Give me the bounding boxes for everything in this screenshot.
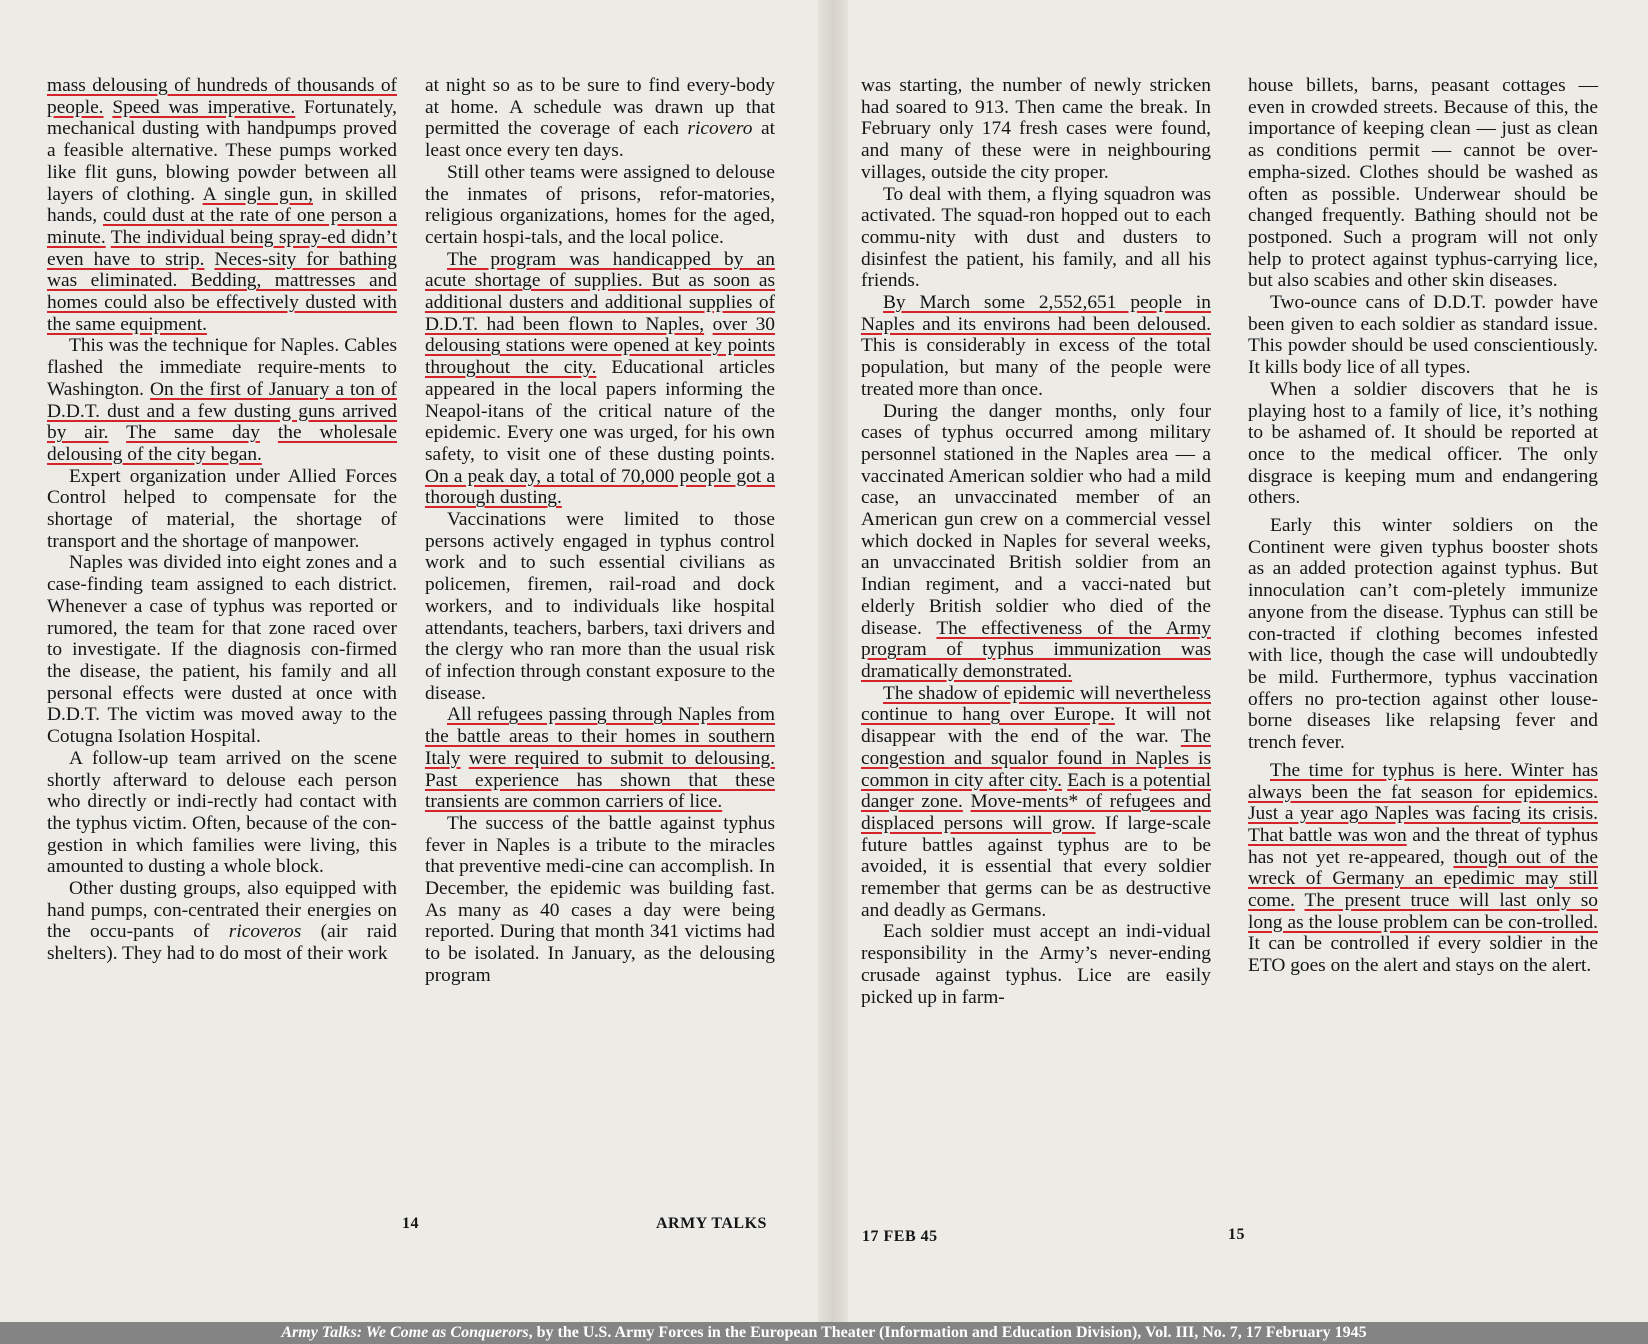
paragraph <box>425 813 775 987</box>
paragraph <box>1248 760 1598 977</box>
paragraph <box>425 75 775 162</box>
underlined-passage: The congestion and squalor found in Naples is common in city after city. <box>861 726 1211 791</box>
text-run: Early this winter soldiers on the Continent were given typhus booster shots as an added protection against typhus. But innoculation can’t com-pletely immunize anyone from the disease. Typhus can still be con-tracted if clothing becomes infested with lice, though the case will undoubtedly be mild. Furthermore, typhus vaccination offers no pro-tection against other louse-borne diseases like relapsing fever and trench fever. <box>1248 515 1598 754</box>
text-run: Still other teams were assigned to delouse the inmates of prisons, refor-matories, religious organizations, homes for the aged, certain hospi-tals, and the local police. <box>425 161 775 248</box>
text-run: The success of the battle against typhus fever in Naples is a tribute to the miracles that preventive medi-cine can accomplish. In December, the epidemic was building fast. As many as 40 cases a day were being reported. During that month 341 victims had to be isolated. In January, as the delousing program <box>425 812 775 986</box>
text-run: Fortunately, mechanical dusting with handpumps proved a feasible alternative. These pumps worked like flit guns, blowing powder between all layers of clothing. <box>47 96 397 205</box>
paragraph <box>861 184 1211 293</box>
text-run: If large-scale future battles against typhus are to be avoided, it is essential that every soldier remember that germs can be as destructive and deadly as Germans. <box>861 812 1211 921</box>
underlined-passage: The present truce will last only so long as the louse problem can be con-trolled. <box>1248 890 1598 933</box>
column-3 <box>861 75 1211 1008</box>
column-4 <box>1248 75 1598 977</box>
text-run: During the danger months, only four cases of typhus occurred among military personnel stationed in the Naples area — a vaccinated American soldier who had a mild case, an unvaccinated member of an American gun crew on a commercial vessel which docked in Naples for several weeks, an unvaccinated British soldier from an Indian regiment, and a vacci-nated but elderly British soldier who died of the disease. <box>861 400 1211 639</box>
paragraph <box>425 249 775 509</box>
underlined-passage: mass delousing of hundreds of thousands of people. <box>47 75 397 118</box>
underlined-passage: Just a year ago Naples was facing its crisis. That battle was won <box>1248 803 1598 846</box>
underlined-passage: were required to submit to delousing. Past experience has shown that these transients are common carriers of lice. <box>425 747 775 813</box>
text-run: at night so as to be sure to find every-body at home. A schedule was drawn up that permitted the coverage of each <box>425 75 775 140</box>
text-run <box>963 791 971 812</box>
underlined-passage: Neces-sity for bathing was eliminated. Bedding, mattresses and homes could also be effectively dusted with the same equipment. <box>47 248 398 335</box>
underlined-passage: the wholesale delousing of the city began. <box>47 422 398 465</box>
italic-term: ricovero <box>687 118 753 140</box>
underlined-passage: could dust at the rate of one person a minute. <box>47 205 397 248</box>
underlined-passage: All refugees passing through Naples from the battle areas to their homes in southern Italy <box>425 704 775 769</box>
right-page-number: 15 <box>1228 1226 1245 1243</box>
text-run <box>260 422 278 443</box>
paragraph <box>425 704 775 813</box>
text-run <box>461 748 469 769</box>
left-page-number: 14 <box>402 1215 419 1232</box>
paragraph <box>1248 515 1598 754</box>
paragraph <box>861 292 1211 401</box>
underlined-passage: The individual being spray-ed didn’t even have to strip. <box>47 226 397 270</box>
text-run: It can be controlled if every soldier in the ETO goes on the alert and stays on the alert. <box>1248 933 1598 977</box>
paragraph <box>861 401 1211 683</box>
text-run: was starting, the number of newly stricken had soared to 913. Then came the break. In February only 174 fresh cases were found, and many of these were in neighbouring villages, outside the city proper. <box>861 75 1211 183</box>
text-run <box>704 314 713 335</box>
text-run: at least once every ten days. <box>425 118 775 162</box>
paragraph <box>1248 75 1598 292</box>
underlined-passage: On a peak day, a total of 70,000 people got a thorough dusting. <box>425 465 775 509</box>
underlined-passage: though out of the wreck of Germany an epedimic may still come. <box>1248 846 1599 912</box>
text-run: Other dusting groups, also equipped with hand pumps, con-centrated their energies on the occu-pants of <box>47 878 397 943</box>
paragraph <box>47 552 397 747</box>
underlined-passage: The time for typhus is here. Winter has always been the fat season for epidemics. <box>1248 759 1598 803</box>
underlined-passage: A single gun, <box>202 183 313 205</box>
text-run <box>109 422 127 443</box>
text-run: (air raid shelters). They had to do most of their work <box>47 921 397 965</box>
paragraph <box>861 683 1211 922</box>
text-run: When a soldier discovers that he is playing host to a family of lice, it’s nothing to be ashamed of. It should be reported at once to the medical officer. The only disgrace is keeping mum and endangering others. <box>1248 378 1598 509</box>
text-run: Vaccinations were limited to those persons actively engaged in typhus control work and to such essential civilians as policemen, firemen, rail-road and dock workers, and to individuals like hospital attendants, teachers, barbers, taxi drivers and the clergy who ran more than the usual risk of infection through constant exposure to the disease. <box>425 509 775 704</box>
paragraph <box>47 878 397 965</box>
text-run: This was the technique for Naples. Cables flashed the immediate require-ments to Washington. <box>47 335 397 400</box>
text-run: A follow-up team arrived on the scene shortly afterward to delouse each person who directly or indi-rectly had contact with the typhus victim. Often, because of the con-gestion in which families were living, this amounted to dusting a whole block. <box>47 747 397 878</box>
paragraph <box>47 466 397 553</box>
page-gutter <box>818 0 848 1322</box>
paragraph <box>1248 379 1598 509</box>
paragraph <box>861 921 1211 1008</box>
column-2 <box>425 75 775 987</box>
text-run: house billets, barns, peasant cottages — even in crowded streets. Because of this, the importance of keeping clean — just as clean as conditions permit — cannot be over-empha-sized. Clothes should be washed as often as possible. Underwear should be changed frequently. Bathing should not be postponed. Such a program will not only help to protect against typhus-carrying lice, but also scabies and other skin diseases. <box>1248 75 1598 292</box>
publication-name: ARMY TALKS <box>656 1215 767 1232</box>
text-run: It will not disappear with the end of the war. <box>861 704 1211 748</box>
text-run: Each soldier must accept an indi-vidual responsibility in the Army’s never-ending crusade against typhus. Lice are easily picked up in farm- <box>861 921 1211 1008</box>
text-run: in skilled hands, <box>47 183 397 227</box>
text-run: To deal with them, a flying squadron was activated. The squad-ron hopped out to each commu-nity with dust and dusters to disinfest the patient, his family, and all his friends. <box>861 183 1211 292</box>
paragraph <box>47 75 397 335</box>
issue-date: 17 FEB 45 <box>862 1228 938 1245</box>
underlined-passage: The shadow of epidemic will nevertheless continue to hang over Europe. <box>861 682 1211 726</box>
text-run: Two-ounce cans of D.D.T. powder have been given to each soldier as standard issue. This powder should be used conscientiously. It kills body lice of all types. <box>1248 292 1598 379</box>
text-run: Educational articles appeared in the local papers informing the Neapol-itans of the critical nature of the epidemic. Every one was urged, for his own safety, to visit one of these dusting points. <box>425 357 775 465</box>
text-run: and the threat of typhus has not yet re-appeared, <box>1248 824 1599 868</box>
underlined-passage: Each is a potential danger zone. <box>861 769 1212 813</box>
underlined-passage: The program was handicapped by an acute shortage of supplies. But as soon as additional dusters and additional supplies of D.D.T. had been flown to Naples, <box>425 248 775 335</box>
text-run: This is considerably in excess of the total population, but many of the people were treated more than once. <box>861 335 1211 400</box>
paragraph <box>47 335 397 465</box>
paragraph <box>425 162 775 249</box>
text-run <box>205 249 215 270</box>
underlined-passage: over 30 delousing stations were opened at key points throughout the city. <box>425 313 775 379</box>
column-1 <box>47 75 397 965</box>
paragraph <box>1248 292 1598 379</box>
underlined-passage: The same day <box>126 422 260 444</box>
caption-details: , by the U.S. Army Forces in the European Theater (Information and Education Division), Vol. III, No. 7, 17 February 1945 <box>528 1324 1367 1341</box>
underlined-passage: On the first of January a ton of D.D.T. dust and a few dusting guns arrived by air. <box>47 378 397 444</box>
text-run: Expert organization under Allied Forces Control helped to compensate for the shortage of material, the shortage of transport and the shortage of manpower. <box>47 465 397 552</box>
underlined-passage: Speed was imperative. <box>112 96 296 118</box>
paragraph <box>861 75 1211 184</box>
source-caption <box>0 1322 1648 1344</box>
paragraph <box>47 748 397 878</box>
underlined-passage: The effectiveness of the Army program of typhus immunization was dramatically demonstrated. <box>861 617 1211 682</box>
text-run: Naples was divided into eight zones and a case-finding team assigned to each district. Whenever a case of typhus was reported or rumored, the team for that zone raced over to investigate. If the diagnosis con-firmed the disease, the patient, his family and all personal effects were dusted at once with D.D.T. The victim was moved away to the Cotugna Isolation Hospital. <box>47 552 397 748</box>
italic-term: ricoveros <box>228 921 302 943</box>
caption-title: Army Talks: We Come as Conquerors <box>281 1324 529 1341</box>
underlined-passage: Move-ments* of refugees and displaced persons will grow. <box>861 791 1211 834</box>
underlined-passage: By March some 2,552,651 people in Naples and its environs had been deloused. <box>861 292 1211 335</box>
paragraph <box>425 509 775 704</box>
